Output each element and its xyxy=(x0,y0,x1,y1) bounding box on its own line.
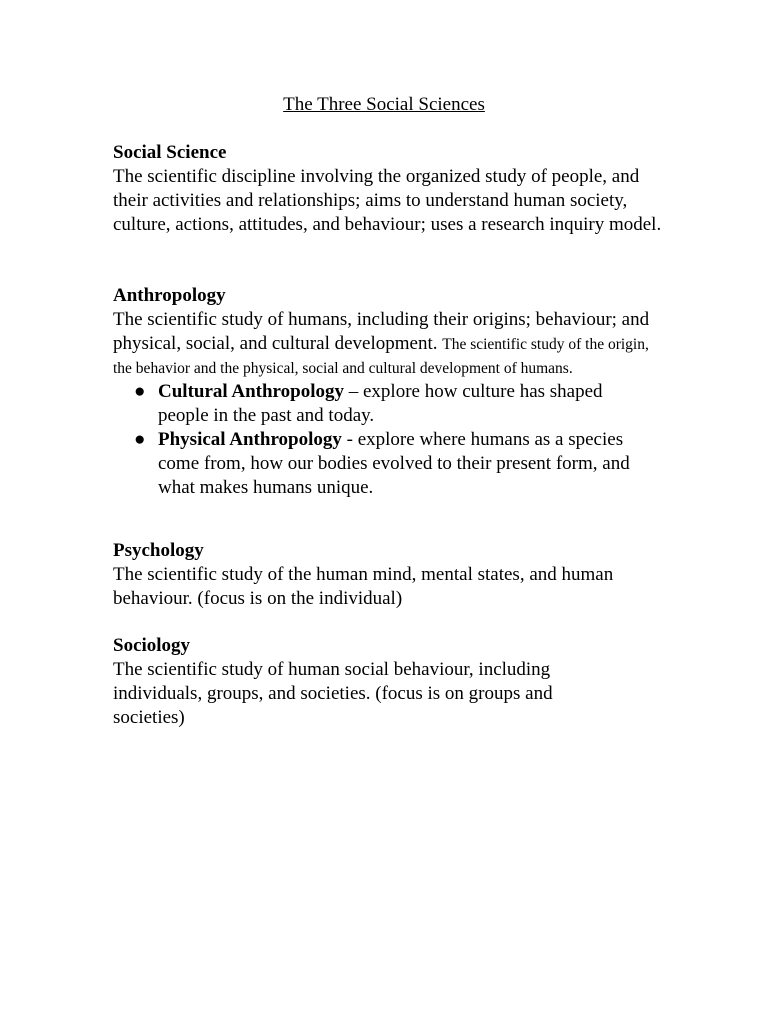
bullet-term: Physical Anthropology xyxy=(158,429,347,450)
section-heading: Social Science xyxy=(113,142,227,163)
bullet-term: Cultural Anthropology xyxy=(158,381,344,402)
section-sociology xyxy=(113,634,593,730)
bullet-icon: ● xyxy=(134,381,146,402)
list-item xyxy=(113,428,648,500)
section-text-small: The scientific study of the origin, the behavior and the physical, social and cultural development of humans. xyxy=(113,336,649,377)
section-text: The scientific study of the human mind, mental states, and human behaviour. (focus is on the individual) xyxy=(113,564,614,609)
section-text: The scientific discipline involving the organized study of people, and their activities and relationships; aims to understand human society, culture, actions, attitudes, and behaviour; uses a research inquiry model. xyxy=(113,166,662,235)
section-heading: Anthropology xyxy=(113,285,226,306)
bullet-desc: – explore how culture has shaped people in the past and today. xyxy=(158,381,603,426)
page-title: The Three Social Sciences xyxy=(283,94,485,115)
section-anthropology xyxy=(113,284,658,500)
section-heading: Sociology xyxy=(113,635,191,656)
bullet-list xyxy=(113,380,658,500)
section-text: The scientific study of human social behaviour, including individuals, groups, and societies. (focus is on groups and societies) xyxy=(113,659,553,728)
bullet-desc: - explore where humans as a species come from, how our bodies evolved to their present form, and what makes humans unique. xyxy=(158,429,630,498)
section-heading: Psychology xyxy=(113,540,204,561)
bullet-icon: ● xyxy=(134,429,146,450)
list-item xyxy=(113,380,648,428)
section-social-science xyxy=(113,141,673,237)
section-psychology xyxy=(113,539,673,611)
section-text-main: The scientific study of humans, including their origins; behaviour; and physical, social, and cultural development. xyxy=(113,309,650,354)
section-text xyxy=(113,308,658,380)
